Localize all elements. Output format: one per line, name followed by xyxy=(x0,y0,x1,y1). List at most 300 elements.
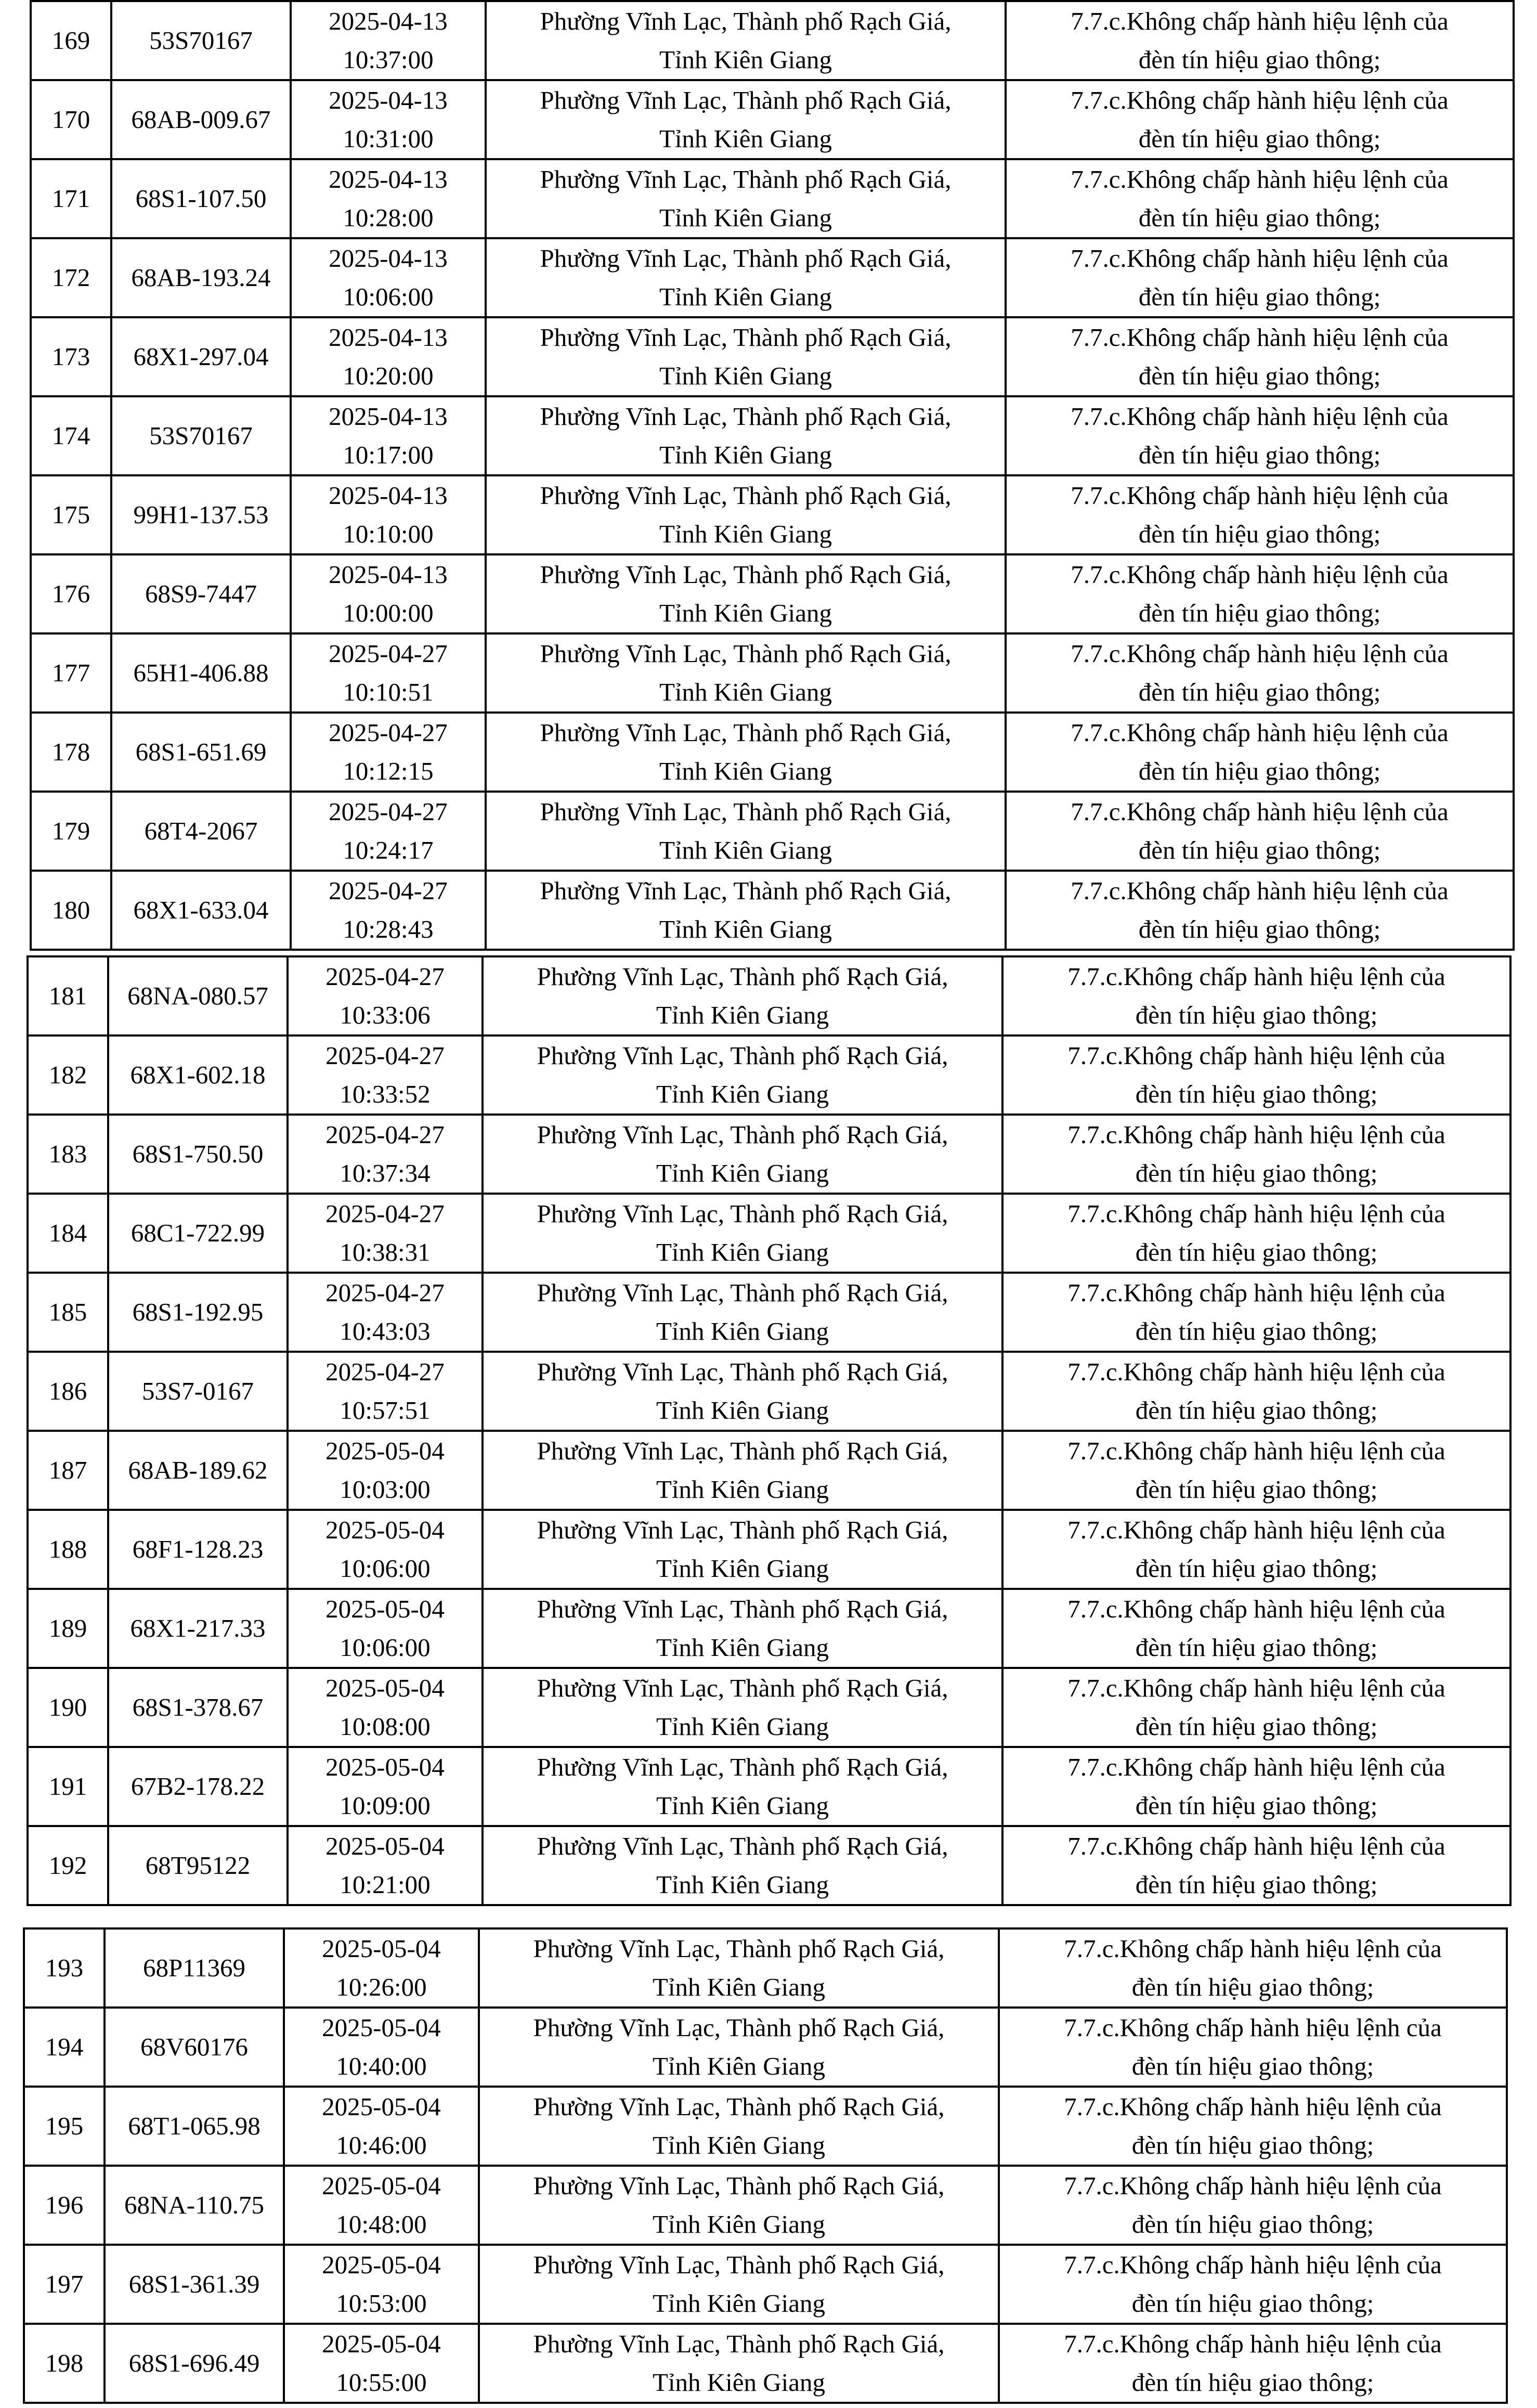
row-number: 180 xyxy=(51,896,90,924)
violation-cell xyxy=(1006,80,1514,159)
violation-cell xyxy=(1002,1273,1510,1352)
violation-cell xyxy=(1002,1589,1510,1668)
datetime-cell xyxy=(288,1668,483,1747)
license-plate: 68S1-651.69 xyxy=(135,737,267,766)
violation-time: 10:10:51 xyxy=(343,678,434,706)
violation-line-1: 7.7.c.Không chấp hành hiệu lệnh của xyxy=(1067,1516,1445,1544)
row-number-cell xyxy=(28,1115,108,1194)
datetime-cell xyxy=(291,713,486,792)
table-row xyxy=(28,1747,1510,1826)
row-number: 194 xyxy=(45,2032,84,2061)
datetime-cell xyxy=(284,2324,479,2403)
location-cell xyxy=(483,1668,1002,1747)
location-cell xyxy=(483,1589,1002,1668)
location-cell xyxy=(479,2087,999,2166)
violation-line-2: đèn tín hiệu giao thông; xyxy=(1135,1159,1378,1187)
plate-cell xyxy=(108,1035,288,1115)
violation-line-1: 7.7.c.Không chấp hành hiệu lệnh của xyxy=(1067,1278,1445,1307)
plate-cell xyxy=(105,2324,284,2403)
table-row xyxy=(28,1668,1510,1747)
violation-line-1: 7.7.c.Không chấp hành hiệu lệnh của xyxy=(1067,962,1445,991)
location-line-2: Tỉnh Kiên Giang xyxy=(659,757,832,785)
violation-date: 2025-05-04 xyxy=(322,2250,441,2279)
row-number-cell xyxy=(31,238,111,317)
plate-cell xyxy=(108,1273,288,1352)
row-number: 181 xyxy=(48,981,87,1010)
license-plate: 68X1-217.33 xyxy=(130,1614,266,1642)
violation-time: 10:40:00 xyxy=(336,2052,427,2080)
location-cell xyxy=(486,713,1006,792)
row-number: 187 xyxy=(48,1456,87,1484)
violation-date: 2025-05-04 xyxy=(325,1436,445,1465)
location-line-2: Tỉnh Kiên Giang xyxy=(656,1159,829,1187)
violation-cell xyxy=(1006,554,1514,633)
location-line-1: Phường Vĩnh Lạc, Thành phố Rạch Giá, xyxy=(540,718,952,747)
violation-date: 2025-04-27 xyxy=(329,876,448,905)
location-cell xyxy=(486,159,1006,238)
violation-cell xyxy=(1002,1194,1510,1273)
table-row xyxy=(24,1928,1507,2008)
violation-date: 2025-05-04 xyxy=(322,1934,441,1963)
violation-line-1: 7.7.c.Không chấp hành hiệu lệnh của xyxy=(1071,481,1449,510)
datetime-cell xyxy=(288,1035,483,1115)
row-number: 185 xyxy=(48,1298,87,1326)
location-cell xyxy=(483,1115,1002,1194)
license-plate: 68S1-696.49 xyxy=(128,2349,260,2377)
location-line-1: Phường Vĩnh Lạc, Thành phố Rạch Giá, xyxy=(537,1674,948,1702)
violations-table-block-1 xyxy=(30,0,1515,951)
datetime-cell xyxy=(288,1273,483,1352)
plate-cell xyxy=(105,1928,284,2008)
table-row xyxy=(28,1510,1510,1589)
location-line-2: Tỉnh Kiên Giang xyxy=(659,520,832,548)
datetime-cell xyxy=(291,633,486,713)
violations-table-block-2 xyxy=(27,955,1512,1906)
datetime-cell xyxy=(284,2087,479,2166)
row-number: 173 xyxy=(51,342,90,371)
row-number-cell xyxy=(28,1668,108,1747)
violation-date: 2025-04-27 xyxy=(325,1357,445,1386)
location-cell xyxy=(483,1194,1002,1273)
location-cell xyxy=(486,792,1006,871)
location-line-1: Phường Vĩnh Lạc, Thành phố Rạch Giá, xyxy=(540,797,952,826)
violation-line-2: đèn tín hiệu giao thông; xyxy=(1138,599,1381,627)
location-cell xyxy=(479,1928,999,2008)
location-cell xyxy=(483,1431,1002,1510)
location-line-2: Tỉnh Kiên Giang xyxy=(656,1317,829,1345)
violation-date: 2025-04-27 xyxy=(329,639,448,668)
location-line-2: Tỉnh Kiên Giang xyxy=(656,1238,829,1266)
row-number-cell xyxy=(28,1431,108,1510)
row-number-cell xyxy=(24,2245,105,2324)
violation-line-2: đèn tín hiệu giao thông; xyxy=(1138,361,1381,390)
violation-date: 2025-04-27 xyxy=(325,1199,445,1228)
plate-cell xyxy=(105,2087,284,2166)
table-row xyxy=(31,871,1514,950)
violation-cell xyxy=(999,2324,1507,2403)
row-number: 195 xyxy=(45,2112,84,2140)
location-line-2: Tỉnh Kiên Giang xyxy=(656,1080,829,1108)
license-plate: 68T95122 xyxy=(145,1851,251,1880)
location-line-2: Tỉnh Kiên Giang xyxy=(652,1973,826,2001)
violation-date: 2025-04-13 xyxy=(329,86,448,114)
violation-time: 10:17:00 xyxy=(343,441,434,469)
violation-line-2: đèn tín hiệu giao thông; xyxy=(1131,2131,1374,2159)
violation-time: 10:09:00 xyxy=(340,1791,431,1820)
violation-time: 10:37:00 xyxy=(343,45,434,74)
violation-time: 10:46:00 xyxy=(336,2131,427,2159)
location-line-1: Phường Vĩnh Lạc, Thành phố Rạch Giá, xyxy=(537,962,948,991)
violation-cell xyxy=(1002,1747,1510,1826)
datetime-cell xyxy=(284,2245,479,2324)
row-number: 182 xyxy=(48,1060,87,1089)
location-line-1: Phường Vĩnh Lạc, Thành phố Rạch Giá, xyxy=(537,1041,948,1070)
violation-line-2: đèn tín hiệu giao thông; xyxy=(1138,441,1381,469)
row-number: 176 xyxy=(51,579,90,608)
row-number-cell xyxy=(31,554,111,633)
violation-date: 2025-05-04 xyxy=(322,2171,441,2200)
license-plate: 68S1-192.95 xyxy=(132,1298,264,1326)
table-row xyxy=(28,1431,1510,1510)
violation-line-1: 7.7.c.Không chấp hành hiệu lệnh của xyxy=(1067,1753,1445,1781)
plate-cell xyxy=(108,1115,288,1194)
license-plate: 68P11369 xyxy=(143,1953,245,1982)
license-plate: 68C1-722.99 xyxy=(131,1219,265,1247)
row-number: 184 xyxy=(48,1219,87,1247)
row-number: 198 xyxy=(45,2349,84,2377)
violation-time: 10:33:06 xyxy=(340,1001,431,1029)
license-plate: 68V60176 xyxy=(140,2032,248,2061)
table-row xyxy=(31,317,1514,396)
datetime-cell xyxy=(291,792,486,871)
row-number-cell xyxy=(31,475,111,554)
location-line-1: Phường Vĩnh Lạc, Thành phố Rạch Giá, xyxy=(537,1357,948,1386)
location-line-2: Tỉnh Kiên Giang xyxy=(656,1870,829,1899)
row-number: 192 xyxy=(48,1851,87,1880)
license-plate: 68S1-750.50 xyxy=(132,1140,264,1168)
row-number: 196 xyxy=(45,2191,84,2219)
plate-cell xyxy=(111,238,291,317)
plate-cell xyxy=(111,80,291,159)
violation-line-1: 7.7.c.Không chấp hành hiệu lệnh của xyxy=(1071,165,1449,193)
license-plate: 53S70167 xyxy=(149,26,253,55)
license-plate: 65H1-406.88 xyxy=(133,658,269,687)
location-line-1: Phường Vĩnh Lạc, Thành phố Rạch Giá, xyxy=(540,165,952,193)
datetime-cell xyxy=(288,1510,483,1589)
violation-cell xyxy=(1002,1431,1510,1510)
row-number: 188 xyxy=(48,1535,87,1563)
location-cell xyxy=(483,1826,1002,1905)
violation-line-2: đèn tín hiệu giao thông; xyxy=(1138,45,1381,74)
violation-time: 10:06:00 xyxy=(340,1554,431,1583)
row-number-cell xyxy=(24,2008,105,2087)
row-number: 193 xyxy=(45,1953,84,1982)
violation-time: 10:24:17 xyxy=(343,836,434,864)
violation-line-2: đèn tín hiệu giao thông; xyxy=(1135,1317,1378,1345)
location-line-2: Tỉnh Kiên Giang xyxy=(656,1396,829,1425)
row-number: 177 xyxy=(51,658,90,687)
violation-line-1: 7.7.c.Không chấp hành hiệu lệnh của xyxy=(1071,560,1449,589)
violation-line-1: 7.7.c.Không chấp hành hiệu lệnh của xyxy=(1064,2092,1442,2121)
violation-date: 2025-05-04 xyxy=(322,2013,441,2042)
violation-date: 2025-05-04 xyxy=(325,1674,445,1702)
violation-date: 2025-05-04 xyxy=(325,1832,445,1860)
table-row xyxy=(28,1194,1510,1273)
violation-line-2: đèn tín hiệu giao thông; xyxy=(1138,282,1381,311)
license-plate: 68AB-009.67 xyxy=(131,105,271,134)
datetime-cell xyxy=(288,1352,483,1431)
table-row xyxy=(31,713,1514,792)
violation-line-1: 7.7.c.Không chấp hành hiệu lệnh của xyxy=(1067,1674,1445,1702)
location-line-1: Phường Vĩnh Lạc, Thành phố Rạch Giá, xyxy=(533,2013,945,2042)
violation-cell xyxy=(999,2166,1507,2245)
location-line-2: Tỉnh Kiên Giang xyxy=(659,361,832,390)
violation-line-2: đèn tín hiệu giao thông; xyxy=(1135,1633,1378,1662)
violation-cell xyxy=(1002,956,1510,1035)
violation-cell xyxy=(999,2087,1507,2166)
row-number: 172 xyxy=(51,263,90,292)
datetime-cell xyxy=(288,1589,483,1668)
table-body xyxy=(24,1928,1507,2403)
violation-cell xyxy=(1006,159,1514,238)
location-line-1: Phường Vĩnh Lạc, Thành phố Rạch Giá, xyxy=(540,876,952,905)
violation-line-2: đèn tín hiệu giao thông; xyxy=(1138,203,1381,232)
violation-line-2: đèn tín hiệu giao thông; xyxy=(1135,1238,1378,1266)
location-line-1: Phường Vĩnh Lạc, Thành phố Rạch Giá, xyxy=(533,1934,945,1963)
violation-line-2: đèn tín hiệu giao thông; xyxy=(1138,836,1381,864)
row-number-cell xyxy=(31,792,111,871)
location-line-1: Phường Vĩnh Lạc, Thành phố Rạch Giá, xyxy=(537,1278,948,1307)
violation-date: 2025-04-27 xyxy=(325,962,445,991)
plate-cell xyxy=(108,1352,288,1431)
violation-cell xyxy=(1002,1352,1510,1431)
location-line-2: Tỉnh Kiên Giang xyxy=(656,1475,829,1504)
row-number: 191 xyxy=(48,1772,87,1801)
location-line-2: Tỉnh Kiên Giang xyxy=(659,45,832,74)
plate-cell xyxy=(108,956,288,1035)
location-line-1: Phường Vĩnh Lạc, Thành phố Rạch Giá, xyxy=(540,86,952,114)
violation-date: 2025-05-04 xyxy=(325,1595,445,1623)
datetime-cell xyxy=(284,2008,479,2087)
location-line-1: Phường Vĩnh Lạc, Thành phố Rạch Giá, xyxy=(540,323,952,352)
table-row xyxy=(24,2166,1507,2245)
location-line-1: Phường Vĩnh Lạc, Thành phố Rạch Giá, xyxy=(540,7,952,35)
violation-date: 2025-04-13 xyxy=(329,402,448,431)
location-line-2: Tỉnh Kiên Giang xyxy=(656,1712,829,1741)
violation-line-1: 7.7.c.Không chấp hành hiệu lệnh của xyxy=(1067,1357,1445,1386)
table-row xyxy=(24,2008,1507,2087)
violation-date: 2025-04-13 xyxy=(329,244,448,273)
datetime-cell xyxy=(284,1928,479,2008)
row-number: 183 xyxy=(48,1140,87,1168)
datetime-cell xyxy=(284,2166,479,2245)
row-number-cell xyxy=(31,159,111,238)
row-number-cell xyxy=(31,1,111,80)
violation-line-2: đèn tín hiệu giao thông; xyxy=(1135,1001,1378,1029)
plate-cell xyxy=(111,713,291,792)
location-cell xyxy=(483,1352,1002,1431)
violation-time: 10:21:00 xyxy=(340,1870,431,1899)
violation-line-2: đèn tín hiệu giao thông; xyxy=(1131,2289,1374,2318)
license-plate: 68T1-065.98 xyxy=(128,2112,260,2140)
location-cell xyxy=(479,2245,999,2324)
location-line-1: Phường Vĩnh Lạc, Thành phố Rạch Giá, xyxy=(533,2171,945,2200)
license-plate: 68S1-361.39 xyxy=(128,2270,260,2298)
violation-line-2: đèn tín hiệu giao thông; xyxy=(1135,1080,1378,1108)
row-number-cell xyxy=(28,1747,108,1826)
license-plate: 68AB-189.62 xyxy=(128,1456,268,1484)
violation-cell xyxy=(1002,1115,1510,1194)
license-plate: 68NA-080.57 xyxy=(127,981,268,1010)
row-number: 197 xyxy=(45,2270,84,2298)
location-cell xyxy=(483,1035,1002,1115)
location-line-2: Tỉnh Kiên Giang xyxy=(659,441,832,469)
violation-date: 2025-05-04 xyxy=(325,1516,445,1544)
plate-cell xyxy=(111,1,291,80)
violation-cell xyxy=(1006,396,1514,475)
location-line-2: Tỉnh Kiên Giang xyxy=(652,2289,826,2318)
violation-cell xyxy=(1002,1035,1510,1115)
violation-date: 2025-04-27 xyxy=(325,1120,445,1149)
violation-cell xyxy=(1006,238,1514,317)
violation-cell xyxy=(1002,1826,1510,1905)
plate-cell xyxy=(111,396,291,475)
license-plate: 68S1-378.67 xyxy=(132,1693,264,1721)
datetime-cell xyxy=(291,475,486,554)
violation-cell xyxy=(999,2245,1507,2324)
table-row xyxy=(31,792,1514,871)
violation-line-1: 7.7.c.Không chấp hành hiệu lệnh của xyxy=(1071,639,1449,668)
violation-line-1: 7.7.c.Không chấp hành hiệu lệnh của xyxy=(1067,1199,1445,1228)
row-number-cell xyxy=(31,633,111,713)
row-number-cell xyxy=(31,80,111,159)
row-number: 170 xyxy=(51,105,90,134)
table-row xyxy=(31,238,1514,317)
violation-date: 2025-04-13 xyxy=(329,560,448,589)
table-row xyxy=(31,475,1514,554)
location-line-1: Phường Vĩnh Lạc, Thành phố Rạch Giá, xyxy=(537,1516,948,1544)
violation-line-1: 7.7.c.Không chấp hành hiệu lệnh của xyxy=(1071,86,1449,114)
violation-time: 10:57:51 xyxy=(340,1396,431,1425)
location-line-2: Tỉnh Kiên Giang xyxy=(659,203,832,232)
license-plate: 68S1-107.50 xyxy=(135,184,267,213)
location-cell xyxy=(486,475,1006,554)
table-row xyxy=(28,1035,1510,1115)
violation-cell xyxy=(1006,871,1514,950)
row-number-cell xyxy=(24,1928,105,2008)
violation-time: 10:38:31 xyxy=(340,1238,431,1266)
violation-line-2: đèn tín hiệu giao thông; xyxy=(1131,1973,1374,2001)
violation-line-2: đèn tín hiệu giao thông; xyxy=(1135,1554,1378,1583)
plate-cell xyxy=(111,475,291,554)
location-cell xyxy=(486,871,1006,950)
location-line-2: Tỉnh Kiên Giang xyxy=(659,836,832,864)
violation-date: 2025-04-13 xyxy=(329,323,448,352)
table-row xyxy=(24,2245,1507,2324)
table-row xyxy=(28,1352,1510,1431)
violation-time: 10:12:15 xyxy=(343,757,434,785)
violation-line-1: 7.7.c.Không chấp hành hiệu lệnh của xyxy=(1071,323,1449,352)
location-cell xyxy=(483,1747,1002,1826)
plate-cell xyxy=(108,1747,288,1826)
row-number-cell xyxy=(31,871,111,950)
violation-date: 2025-05-04 xyxy=(322,2329,441,2358)
license-plate: 68NA-110.75 xyxy=(124,2191,265,2219)
license-plate: 53S70167 xyxy=(149,421,253,450)
location-cell xyxy=(486,633,1006,713)
location-line-1: Phường Vĩnh Lạc, Thành phố Rạch Giá, xyxy=(537,1436,948,1465)
license-plate: 68F1-128.23 xyxy=(132,1535,264,1563)
location-line-2: Tỉnh Kiên Giang xyxy=(656,1001,829,1029)
license-plate: 99H1-137.53 xyxy=(133,500,269,529)
violation-line-1: 7.7.c.Không chấp hành hiệu lệnh của xyxy=(1067,1436,1445,1465)
datetime-cell xyxy=(291,159,486,238)
row-number-cell xyxy=(28,1510,108,1589)
location-line-2: Tỉnh Kiên Giang xyxy=(659,124,832,153)
license-plate: 68X1-297.04 xyxy=(133,342,269,371)
location-line-2: Tỉnh Kiên Giang xyxy=(652,2368,826,2397)
license-plate: 68AB-193.24 xyxy=(131,263,271,292)
violation-date: 2025-05-04 xyxy=(325,1753,445,1781)
violation-line-1: 7.7.c.Không chấp hành hiệu lệnh của xyxy=(1067,1041,1445,1070)
violation-line-1: 7.7.c.Không chấp hành hiệu lệnh của xyxy=(1071,797,1449,826)
violation-line-2: đèn tín hiệu giao thông; xyxy=(1138,757,1381,785)
violation-time: 10:26:00 xyxy=(336,1973,427,2001)
row-number: 175 xyxy=(51,500,90,529)
location-cell xyxy=(483,1510,1002,1589)
plate-cell xyxy=(111,159,291,238)
violation-line-2: đèn tín hiệu giao thông; xyxy=(1135,1791,1378,1820)
datetime-cell xyxy=(288,1194,483,1273)
table-row xyxy=(28,1826,1510,1905)
license-plate: 68S9-7447 xyxy=(145,579,257,608)
plate-cell xyxy=(105,2008,284,2087)
violation-time: 10:43:03 xyxy=(340,1317,431,1345)
violation-line-1: 7.7.c.Không chấp hành hiệu lệnh của xyxy=(1071,7,1449,35)
plate-cell xyxy=(108,1668,288,1747)
violation-cell xyxy=(999,1928,1507,2008)
location-line-1: Phường Vĩnh Lạc, Thành phố Rạch Giá, xyxy=(537,1832,948,1860)
license-plate: 68X1-633.04 xyxy=(133,896,269,924)
violation-time: 10:31:00 xyxy=(343,124,434,153)
location-line-1: Phường Vĩnh Lạc, Thành phố Rạch Giá, xyxy=(540,639,952,668)
row-number-cell xyxy=(28,956,108,1035)
violation-time: 10:55:00 xyxy=(336,2368,427,2397)
location-line-1: Phường Vĩnh Lạc, Thành phố Rạch Giá, xyxy=(540,560,952,589)
violation-date: 2025-04-27 xyxy=(329,718,448,747)
plate-cell xyxy=(105,2166,284,2245)
location-cell xyxy=(479,2324,999,2403)
plate-cell xyxy=(105,2245,284,2324)
datetime-cell xyxy=(291,871,486,950)
violation-cell xyxy=(1006,475,1514,554)
violation-time: 10:33:52 xyxy=(340,1080,431,1108)
row-number: 190 xyxy=(48,1693,87,1721)
plate-cell xyxy=(108,1826,288,1905)
plate-cell xyxy=(111,317,291,396)
plate-cell xyxy=(108,1510,288,1589)
datetime-cell xyxy=(291,554,486,633)
table-row xyxy=(28,956,1510,1035)
violation-date: 2025-04-13 xyxy=(329,165,448,193)
table-row xyxy=(24,2087,1507,2166)
plate-cell xyxy=(108,1431,288,1510)
plate-cell xyxy=(111,633,291,713)
location-line-1: Phường Vĩnh Lạc, Thành phố Rạch Giá, xyxy=(540,481,952,510)
violation-time: 10:20:00 xyxy=(343,361,434,390)
plate-cell xyxy=(111,792,291,871)
violation-cell xyxy=(1006,792,1514,871)
